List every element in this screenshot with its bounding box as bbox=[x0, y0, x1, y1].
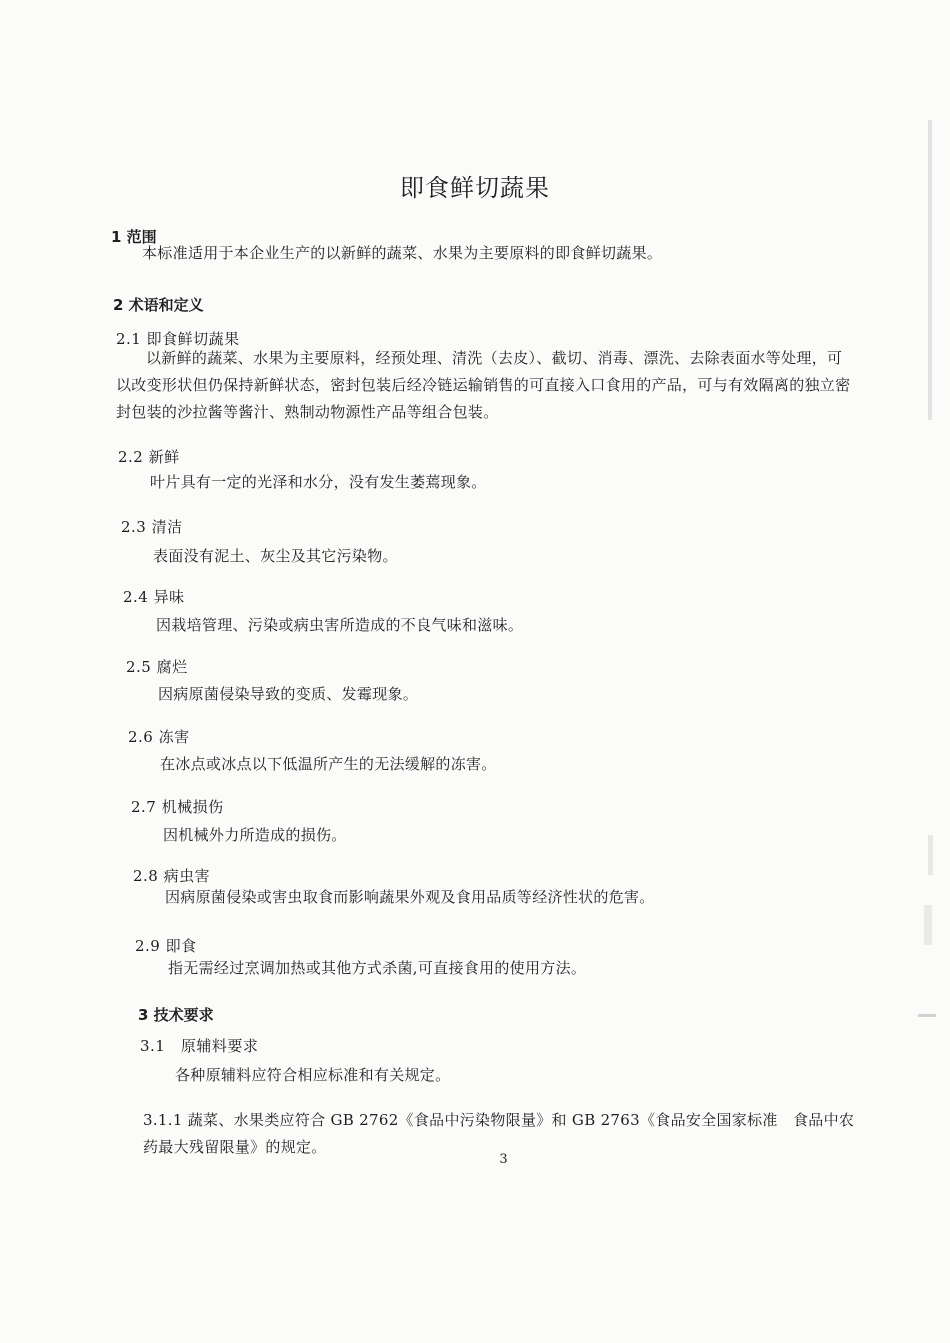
scan-edge-mark bbox=[928, 835, 933, 875]
term-2-3-title: 2.3 清洁 bbox=[121, 518, 183, 536]
term-2-8-title: 2.8 病虫害 bbox=[133, 867, 211, 885]
term-2-6-title: 2.6 冻害 bbox=[128, 728, 190, 746]
term-2-4-title: 2.4 异味 bbox=[123, 588, 185, 606]
term-2-2-text: 叶片具有一定的光泽和水分，没有发生萎蔫现象。 bbox=[150, 473, 487, 491]
term-2-9-title: 2.9 即食 bbox=[135, 937, 197, 955]
term-2-1-text: 以新鲜的蔬菜、水果为主要原料，经预处理、清洗（去皮）、截切、消毒、漂洗、去除表面水等处理，可以改变形状但仍保持新鲜状态，密封包装后经冷链运输销售的可直接入口食用的产品，可与有效隔离的独立密封包装的沙拉酱等酱汁、熟制动物源性产品等组合包装。 bbox=[116, 349, 851, 421]
term-2-3-text: 表面没有泥土、灰尘及其它污染物。 bbox=[153, 547, 398, 565]
term-2-4-text: 因栽培管理、污染或病虫害所造成的不良气味和滋味。 bbox=[156, 616, 524, 634]
subsection-3-1-title: 3.1 原辅料要求 bbox=[140, 1037, 259, 1055]
term-2-9-text: 指无需经过烹调加热或其他方式杀菌,可直接食用的使用方法。 bbox=[168, 959, 587, 977]
section-1-heading: 1 范围 bbox=[111, 228, 157, 246]
section-3-heading: 3 技术要求 bbox=[138, 1006, 214, 1024]
term-2-8-text: 因病原菌侵染或害虫取食而影响蔬果外观及食用品质等经济性状的危害。 bbox=[165, 888, 655, 906]
term-2-1-title: 2.1 即食鲜切蔬果 bbox=[116, 330, 240, 348]
scan-edge-mark bbox=[928, 120, 932, 420]
document-title: 即食鲜切蔬果 bbox=[400, 174, 550, 202]
scan-edge-mark bbox=[918, 1014, 936, 1017]
section-1-text: 本标准适用于本企业生产的以新鲜的蔬菜、水果为主要原料的即食鲜切蔬果。 bbox=[142, 244, 663, 262]
term-2-5-title: 2.5 腐烂 bbox=[126, 658, 188, 676]
term-2-6-text: 在冰点或冰点以下低温所产生的无法缓解的冻害。 bbox=[160, 755, 497, 773]
term-2-2-title: 2.2 新鲜 bbox=[118, 448, 180, 466]
term-2-5-text: 因病原菌侵染导致的变质、发霉现象。 bbox=[158, 685, 419, 703]
subsection-3-1-text: 各种原辅料应符合相应标准和有关规定。 bbox=[175, 1066, 451, 1084]
scan-edge-mark bbox=[924, 905, 932, 945]
page-number: 3 bbox=[499, 1152, 508, 1167]
term-2-7-title: 2.7 机械损伤 bbox=[131, 798, 224, 816]
clause-3-1-1-text: 3.1.1 蔬菜、水果类应符合 GB 2762《食品中污染物限量》和 GB 2763《食品安全国家标准 食品中农药最大残留限量》的规定。 bbox=[143, 1111, 855, 1156]
term-2-7-text: 因机械外力所造成的损伤。 bbox=[163, 826, 347, 844]
section-2-heading: 2 术语和定义 bbox=[113, 296, 204, 314]
